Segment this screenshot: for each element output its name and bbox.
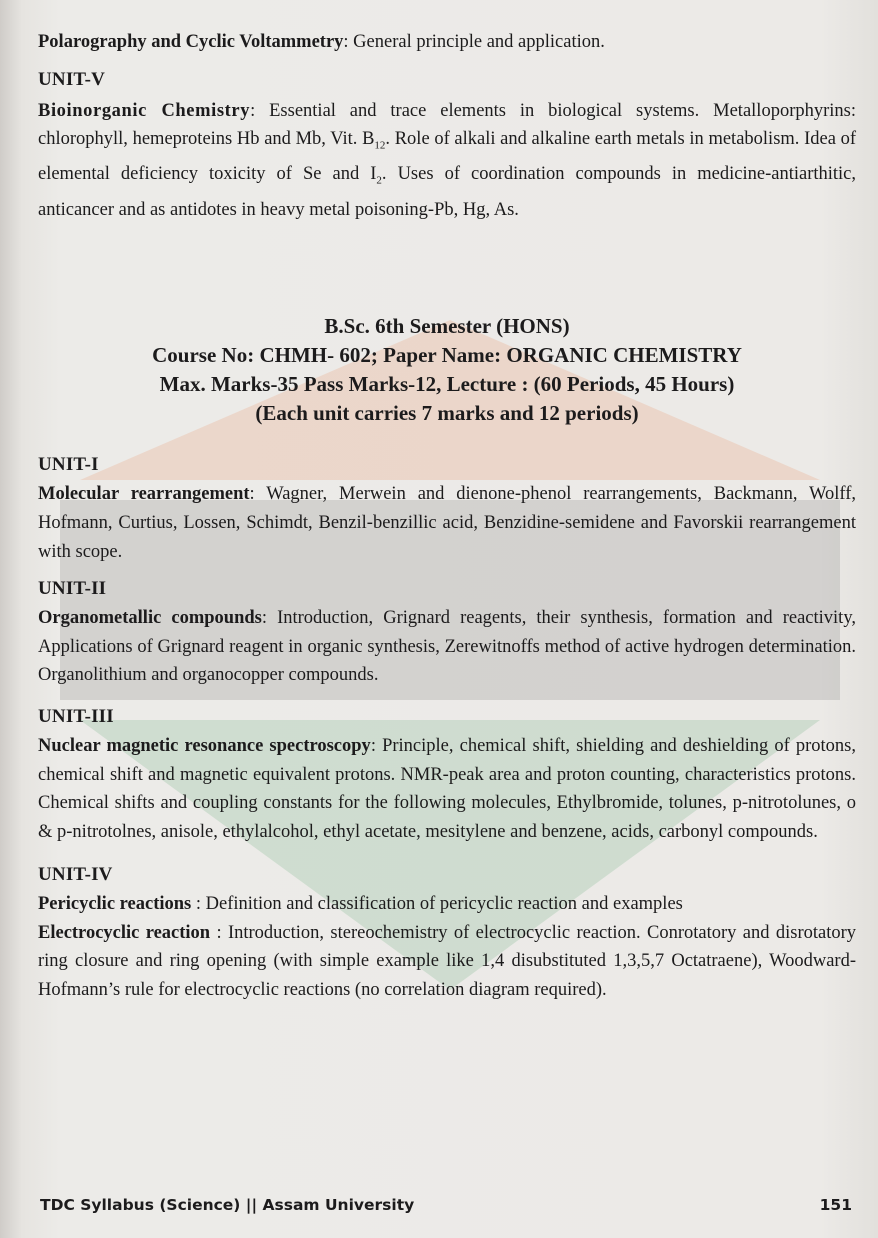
unit-4-paragraph-2 xyxy=(38,919,856,1005)
top-text: : General principle and application. xyxy=(343,32,605,52)
unit-4-heading-2: Electrocyclic reaction xyxy=(38,922,211,943)
page-footer xyxy=(40,1196,852,1214)
unit-5-heading: Bioinorganic Chemistry xyxy=(38,100,251,121)
unit-5-sub-b: 2 xyxy=(376,175,382,188)
unit-2-heading: Organometallic compounds xyxy=(38,608,262,629)
unit-4-heading: Pericyclic reactions xyxy=(38,894,192,915)
unit-5-text-a: : Essential and trace elements in biological systems. Metalloporphyrins: chlorophyll, hemeproteins Hb and Mb, Vit. B xyxy=(38,100,856,150)
document-body xyxy=(38,28,856,1005)
footer-source: TDC Syllabus (Science) || Assam University xyxy=(40,1196,415,1214)
unit-4-text: : Definition and classification of pericyclic reaction and examples xyxy=(191,894,683,915)
unit-3-label: UNIT-III xyxy=(38,705,114,727)
unit-1-text: : Wagner, Merwein and dienone-phenol rearrangements, Backmann, Wolff, Hofmann, Curtius, Lossen, Schimdt, Benzil-benzillic acid, Benzidine-semidene and Favorskii rearrangement with scope. xyxy=(38,484,856,562)
unit-1-label: UNIT-I xyxy=(38,454,99,476)
unit-1-heading: Molecular rearrangement xyxy=(38,484,250,505)
unit-3-heading: Nuclear magnetic resonance spectroscopy xyxy=(38,735,371,756)
course-paper-line: Course No: CHMH- 602; Paper Name: ORGANIC CHEMISTRY xyxy=(152,343,742,368)
unit-4-label: UNIT-IV xyxy=(38,864,113,886)
unit-2-paragraph xyxy=(38,604,856,690)
unit-5-sub-a: 12 xyxy=(374,139,386,152)
unit-1-paragraph xyxy=(38,480,856,566)
page-number: 151 xyxy=(819,1196,852,1214)
unit-2-label: UNIT-II xyxy=(38,578,107,600)
unit-5-text-b: . Role of alkali and alkaline earth metals in metabolism. Idea of elemental deficiency toxicity of Se and I xyxy=(38,129,856,185)
unit-5-text-c: . Uses of coordination compounds in medicine-antiarthitic, anticancer and as antidotes in heavy metal poisoning-Pb, Hg, As. xyxy=(38,164,857,220)
top-paragraph xyxy=(38,28,856,57)
unit-distribution-line: (Each unit carries 7 marks and 12 periods) xyxy=(255,401,639,426)
unit-4-paragraph-1 xyxy=(38,890,856,919)
marks-line: Max. Marks-35 Pass Marks-12, Lecture : (60 Periods, 45 Hours) xyxy=(159,372,735,397)
unit-5-label: UNIT-V xyxy=(38,68,106,90)
top-heading: Polarography and Cyclic Voltammetry xyxy=(38,32,344,52)
unit-3-text: : Principle, chemical shift, shielding and deshielding of protons, chemical shift and magnetic equivalent protons. NMR-peak area and proton counting, characteristics protons. Chemical shifts and coupling constants for the following molecules, Ethylbromide, tolunes, p-nitrotolunes, o & p-nitrotolnes, anisole, ethylalcohol, ethyl acetate, mesitylene and benzene, acids, carbonyl compounds. xyxy=(38,735,856,842)
unit-4-text-2: : Introduction, stereochemistry of electrocyclic reaction. Conrotatory and disrotatory ring closure and ring opening (with simple example like 1,4 disubstituted 1,3,5,7 Octatraene), Woodward-Hofmann’s rule for electrocyclic reactions (no correlation diagram required). xyxy=(38,922,857,1001)
unit-3-paragraph xyxy=(38,732,856,846)
semester-title: B.Sc. 6th Semester (HONS) xyxy=(324,314,570,339)
unit-5-paragraph xyxy=(38,97,856,225)
unit-2-text: : Introduction, Grignard reagents, their synthesis, formation and reactivity, Applications of Grignard reagent in organic synthesis, Zerewitnoffs method of active hydrogen determination. Organolithium and organocopper compounds. xyxy=(38,608,856,686)
course-header xyxy=(38,312,856,428)
